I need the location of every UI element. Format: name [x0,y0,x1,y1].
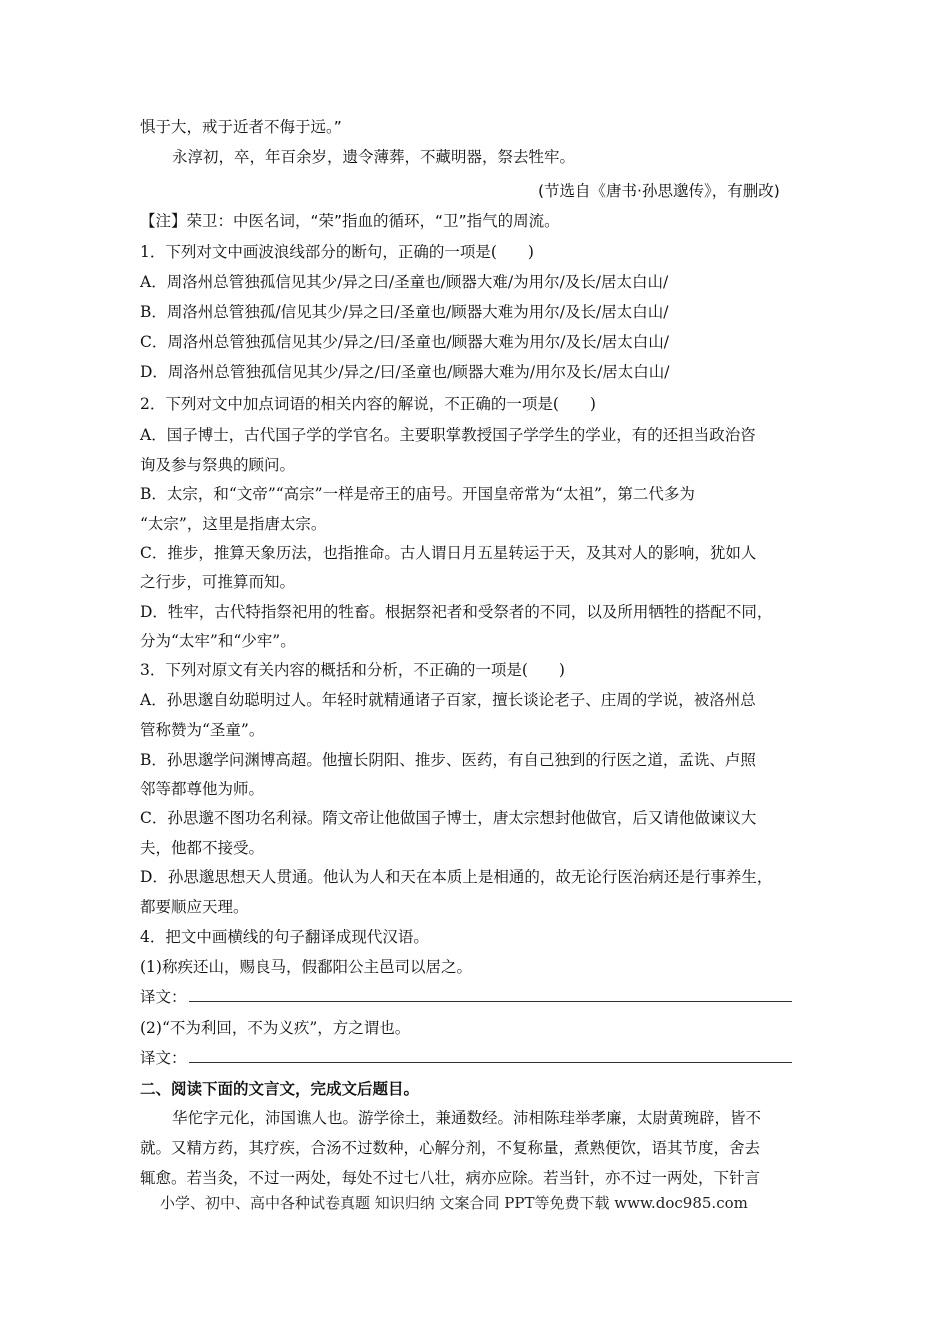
answer-blank[interactable] [189,1048,792,1063]
option-text: C．周洛州总管独孤信见其少/异之/曰/圣童也/顾器大难为用尔/及长/居太白山/ [140,333,669,351]
option-text: D．牲牢，古代特指祭祀用的牲畜。根据祭祀者和受祭者的不同，以及所用牺牲的搭配不同， [140,603,773,621]
option-text: 分为“太牢”和“少牢”。 [140,632,296,650]
option-text: D．孙思邈思想天人贯通。他认为人和天在本质上是相通的，故无论行医治病还是行事养生， [140,868,773,886]
answer-line [140,987,820,1007]
answer-blank[interactable] [189,987,792,1002]
passage-line: 永淳初，卒，年百余岁，遗令薄葬，不藏明器，祭去牲牢。 [172,148,576,166]
option-text: B．周洛州总管独孤/信见其少/异之曰/圣童也/顾器大难为用尔/及长/居太白山/ [140,303,669,321]
option-text: B．太宗，和“文帝”“高宗”一样是帝王的庙号。开国皇帝常为“太祖”，第二代多为 [140,485,695,503]
translate-sentence: (1)称疾还山，赐良马，假鄱阳公主邑司以居之。 [140,958,472,976]
option-text: C．推步，推算天象历法，也指推命。古人谓日月五星转运于天，及其对人的影响，犹如人 [140,544,757,562]
answer-label: 译文： [140,1049,187,1067]
question-stem: 4．把文中画横线的句子翻译成现代汉语。 [140,928,429,946]
passage-line: 华佗字元化，沛国谯人也。游学徐土，兼通数经。沛相陈珪举孝廉，太尉黄琬辟，皆不 [172,1109,762,1127]
annotation-note: 【注】荣卫：中医名词，“荣”指血的循环，“卫”指气的周流。 [140,212,560,230]
passage-line: 就。又精方药，其疗疾，合汤不过数种，心解分剂，不复称量，煮熟便饮，语其节度，舍去 [140,1139,761,1157]
option-text: D．周洛州总管独孤信见其少/异之/曰/圣童也/顾器大难为/用尔及长/居太白山/ [140,363,670,381]
option-text: A．国子博士，古代国子学的学官名。主要职掌教授国子学学生的学业，有的还担当政治咨 [140,426,756,444]
option-text: 管称赞为“圣童”。 [140,721,265,739]
option-text: B．孙思邈学问渊博高超。他擅长阴阳、推步、医药，有自己独到的行医之道，孟诜、卢照 [140,751,756,769]
option-text: “太宗”，这里是指唐太宗。 [140,515,327,533]
option-text: 邻等都尊他为师。 [140,780,265,798]
option-text: 夫，他都不接受。 [140,839,265,857]
translate-sentence: (2)“不为利回，不为义疚”，方之谓也。 [140,1019,411,1037]
option-text: 都要顺应天理。 [140,898,249,916]
section-heading: 二、阅读下面的文言文，完成文后题目。 [140,1080,420,1098]
option-text: A．周洛州总管独孤信见其少/异之曰/圣童也/顾器大难/为用尔/及长/居太白山/ [140,273,669,291]
option-text: 之行步，可推算而知。 [140,573,296,591]
answer-line [140,1048,820,1068]
footer-banner: 小学、初中、高中各种试卷真题 知识归纳 文案合同 PPT等免费下载 www.doc985.com [160,1194,748,1212]
question-stem: 1．下列对文中画波浪线部分的断句，正确的一项是( ) [140,243,534,261]
option-text: C．孙思邈不图功名利禄。隋文帝让他做国子博士，唐太宗想封他做官，后又请他做谏议大 [140,809,757,827]
option-text: 询及参与祭典的顾问。 [140,456,296,474]
question-stem: 3．下列对原文有关内容的概括和分析，不正确的一项是( ) [140,661,565,679]
passage-line: 辄愈。若当灸，不过一两处，每处不过七八壮，病亦应除。若当针，亦不过一两处，下针言 [140,1169,761,1187]
source-citation: (节选自《唐书·孙思邈传》，有删改) [538,182,780,200]
question-stem: 2．下列对文中加点词语的相关内容的解说，不正确的一项是( ) [140,395,596,413]
option-text: A．孙思邈自幼聪明过人。年轻时就精通诸子百家，擅长谈论老子、庄周的学说，被洛州总 [140,691,756,709]
passage-line: 惧于大，戒于近者不侮于远。” [140,118,342,136]
answer-label: 译文： [140,988,187,1006]
